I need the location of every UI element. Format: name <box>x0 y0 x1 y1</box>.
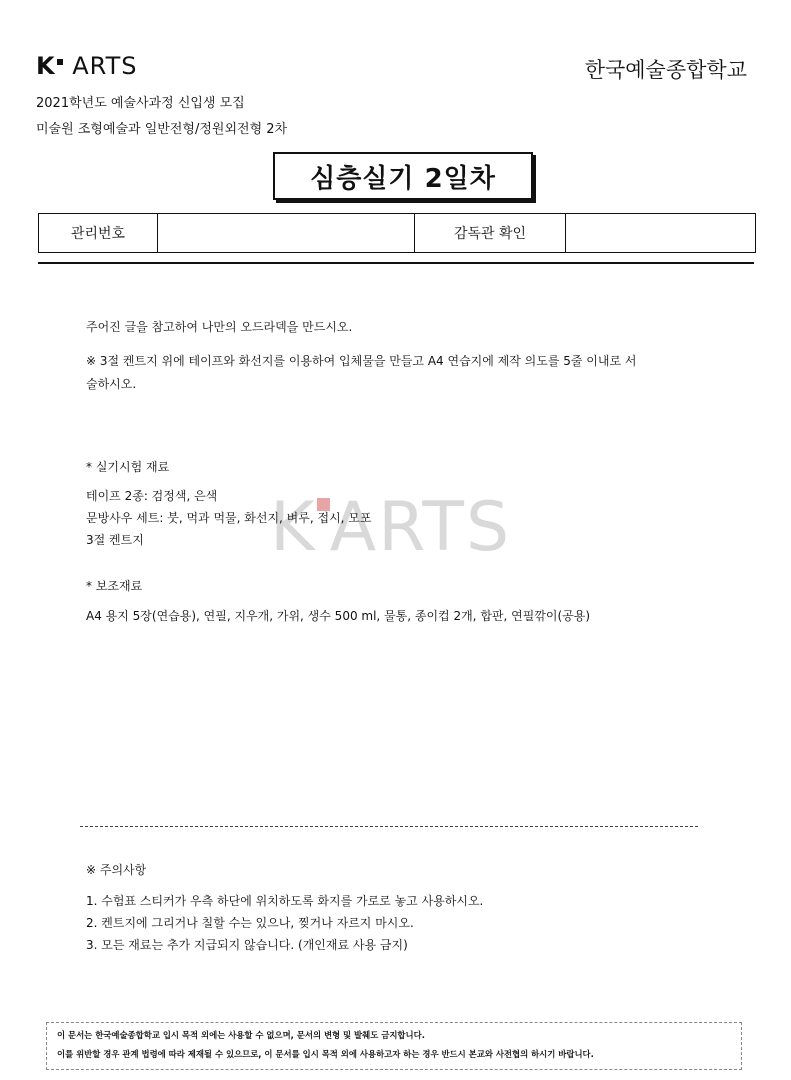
management-number-field[interactable] <box>158 214 415 252</box>
caution-item: 3. 모든 재료는 추가 지급되지 않습니다. (개인재료 사용 금지) <box>86 938 408 952</box>
info-table <box>38 213 756 253</box>
watermark: K ARTS <box>270 488 512 567</box>
management-number-label: 관리번호 <box>39 214 158 252</box>
notice-line-1: 이 문서는 한국예술종합학교 입시 목적 외에는 사용할 수 없으며, 문서의 변형 및 발췌도 금지합니다. <box>57 1030 425 1040</box>
page-title: 심층실기 2일차 <box>273 152 533 200</box>
kart-logo: K ARTS <box>36 52 138 80</box>
copyright-notice <box>46 1022 742 1070</box>
main-instruction: 주어진 글을 참고하여 나만의 오드라덱을 만드시오. <box>86 320 353 334</box>
note-line-2: 술하시오. <box>86 377 137 391</box>
caution-heading: ※ 주의사항 <box>86 863 147 877</box>
supervisor-check-field[interactable] <box>566 214 755 252</box>
exam-year-line: 2021학년도 예술사과정 신입생 모집 <box>36 96 245 111</box>
materials-item: 문방사우 세트: 붓, 먹과 먹물, 화선지, 벼루, 접시, 모포 <box>86 511 372 525</box>
materials-item: 3절 켄트지 <box>86 533 144 547</box>
caution-item: 1. 수험표 스티커가 우측 하단에 위치하도록 화지를 가로로 놓고 사용하시오. <box>86 894 484 908</box>
caution-item: 2. 켄트지에 그리거나 칠할 수는 있으나, 찢거나 자르지 마시오. <box>86 916 414 930</box>
note-line-1: ※ 3절 켄트지 위에 테이프와 화선지를 이용하여 입체물을 만들고 A4 연습지에 제작 의도를 5줄 이내로 서 <box>86 354 637 368</box>
aux-materials-list: A4 용지 5장(연습용), 연필, 지우개, 가위, 생수 500 ml, 물통, 종이컵 2개, 합판, 연필깎이(공용) <box>86 609 591 623</box>
dashed-separator <box>80 826 698 827</box>
materials-heading: * 실기시험 재료 <box>86 460 170 474</box>
aux-materials-heading: * 보조재료 <box>86 579 143 593</box>
department-line: 미술원 조형예술과 일반전형/정원외전형 2차 <box>36 122 288 137</box>
school-name: 한국예술종합학교 <box>584 58 747 82</box>
notice-line-2: 이를 위반할 경우 관계 법령에 따라 제재될 수 있으므로, 이 문서를 입시 목적 외에 사용하고자 하는 경우 반드시 본교와 사전협의 하시기 바랍니다. <box>57 1049 594 1059</box>
divider <box>38 262 754 264</box>
supervisor-check-label: 감독관 확인 <box>415 214 566 252</box>
materials-item: 테이프 2종: 검정색, 은색 <box>86 489 218 503</box>
